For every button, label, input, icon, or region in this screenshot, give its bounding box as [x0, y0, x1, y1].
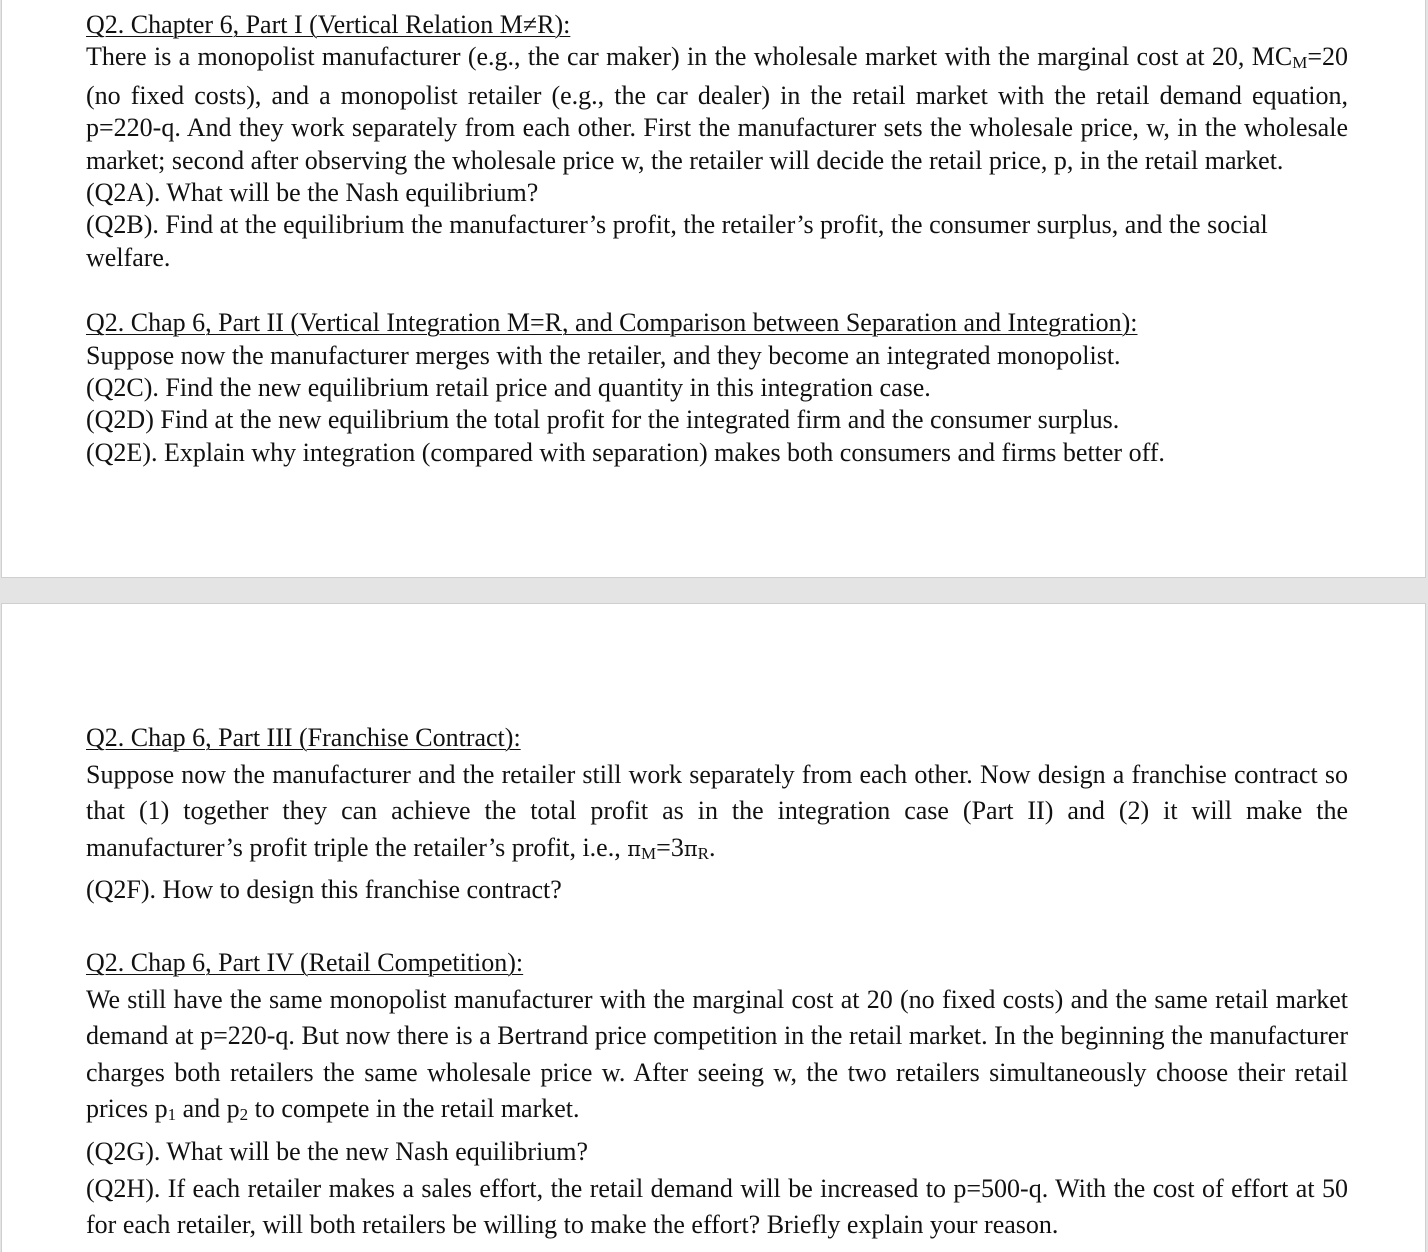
question-q2f: (Q2F). How to design this franchise contract? [86, 875, 562, 905]
part-4-intro-and: and p [176, 1094, 240, 1124]
part-3-intro [86, 757, 1348, 873]
mc-subscript: M [1292, 53, 1308, 73]
question-q2e: (Q2E). Explain why integration (compared with separation) makes both consumers and firms better off. [86, 437, 1165, 467]
question-q2a: (Q2A). What will be the Nash equilibrium? [86, 178, 539, 208]
price-subscript-2: 2 [239, 1105, 249, 1125]
pi-symbol-r: π [683, 836, 698, 861]
page-1-content [86, 9, 1348, 469]
part-2-intro: Suppose now the manufacturer merges with the retailer, and they become an integrated monopolist. [86, 340, 1121, 370]
pi-subscript-r: R [697, 843, 709, 863]
pi-symbol-m: π [627, 836, 642, 861]
spacer [86, 909, 1348, 945]
part-4-intro [86, 982, 1348, 1134]
part-1-intro [86, 41, 1348, 177]
part-1-heading: Q2. Chapter 6, Part I (Vertical Relation M≠R): [86, 10, 571, 39]
question-q2b: (Q2B). Find at the equilibrium the manufacturer’s profit, the retailer’s profit, the consumer surplus, and the social welfare. [86, 210, 1268, 272]
question-q2g: (Q2G). What will be the new Nash equilibrium? [86, 1136, 589, 1166]
document-page-2 [1, 603, 1426, 1252]
part-3-intro-text: Suppose now the manufacturer and the retailer still work separately from each other. Now design a franchise contract so that (1) together they can achieve the total profit as in the integration case (Part II) and (2) it will make the manufacturer’s profit triple the retailer’s profit, i.e., [86, 759, 1348, 862]
part-2-heading: Q2. Chap 6, Part II (Vertical Integration M=R, and Comparison between Separation and Integration): [86, 308, 1138, 338]
part-4-heading: Q2. Chap 6, Part IV (Retail Competition): [86, 947, 524, 977]
spacer [86, 274, 1348, 307]
part-1-intro-text-b: =20 (no fixed costs), and a monopolist retailer (e.g., the car dealer) in the retail market with the retail demand equation, p=220-q. And they work separately from each other. First the manufacturer sets the wholesale price, w, in the wholesale market; second after observing the wholesale price w, the retailer will decide the retail price, p, in the retail market. [86, 42, 1348, 175]
question-q2d: (Q2D) Find at the new equilibrium the total profit for the integrated firm and the consumer surplus. [86, 405, 1120, 435]
part-4-intro-text-b: to compete in the retail market. [248, 1094, 580, 1124]
pi-subscript-m: M [641, 843, 657, 863]
question-q2c: (Q2C). Find the new equilibrium retail price and quantity in this integration case. [86, 373, 931, 403]
page-2-content [86, 720, 1348, 1244]
sentence-end: . [709, 832, 716, 862]
part-1-intro-text-a: There is a monopolist manufacturer (e.g., the car maker) in the wholesale market with the marginal cost at 20, MC [86, 42, 1293, 72]
equation-mid: =3 [656, 832, 684, 862]
part-4-intro-text-a: We still have the same monopolist manufacturer with the marginal cost at 20 (no fixed costs) and the same retail market demand at p=220-q. But now there is a Bertrand price competition in the retail market. In the beginning the manufacturer charges both retailers the same wholesale price w. After seeing w, the two retailers simultaneously choose their retail prices p [86, 984, 1348, 1124]
question-q2h: (Q2H). If each retailer makes a sales effort, the retail demand will be increased to p=500-q. With the cost of effort at 50 for each retailer, will both retailers be willing to make the effort? Briefly explain your reason. [86, 1173, 1348, 1240]
part-3-heading: Q2. Chap 6, Part III (Franchise Contract): [86, 723, 521, 752]
document-page-1 [1, 0, 1426, 578]
price-subscript-1: 1 [167, 1105, 177, 1125]
